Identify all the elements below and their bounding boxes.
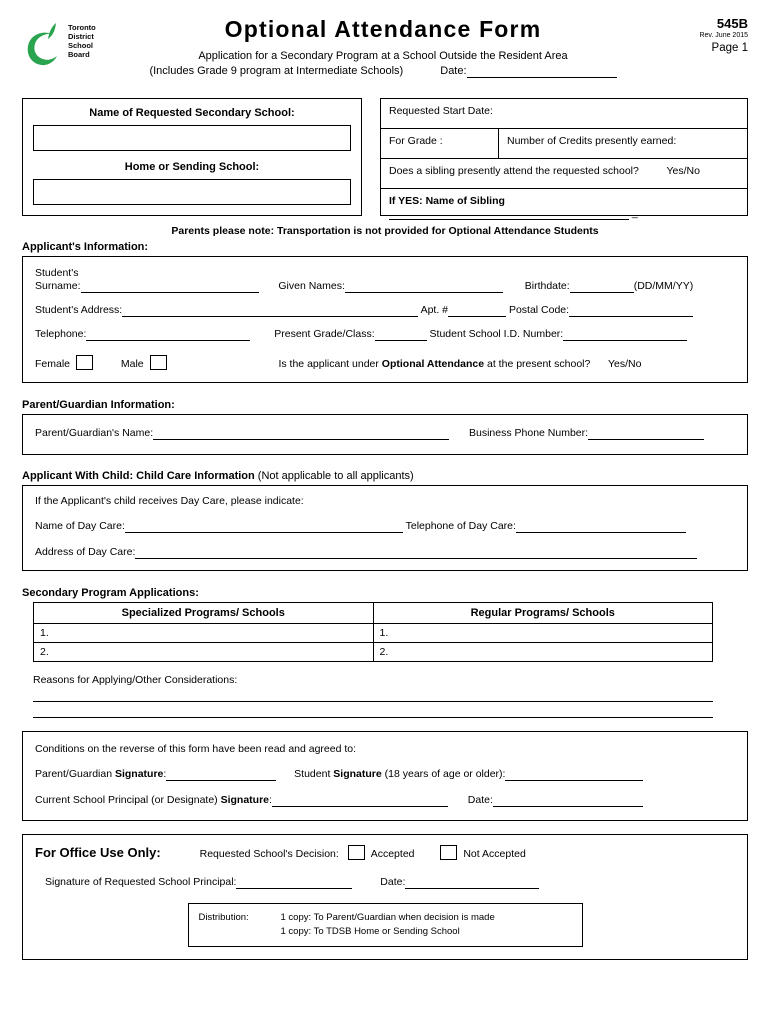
header-date-label: Date: xyxy=(440,65,467,77)
conditions-date-label: Date: xyxy=(467,794,493,806)
office-decision-row xyxy=(35,845,735,860)
distribution-line-2: 1 copy: To TDSB Home or Sending School xyxy=(280,926,460,937)
logo-line-1: Toronto xyxy=(68,23,96,32)
page-title: Optional Attendance Form xyxy=(224,16,542,42)
sibling-name-input[interactable] xyxy=(389,207,629,220)
birthdate-format-hint: (DD/MM/YY) xyxy=(633,280,694,292)
grade-credits-row xyxy=(381,129,747,159)
tdsb-logo-text xyxy=(68,20,96,59)
secondary-programs-section-label: Secondary Program Applications: xyxy=(22,587,199,599)
student-signature-post: (18 years of age or older): xyxy=(381,768,506,780)
female-label: Female xyxy=(35,358,71,370)
not-accepted-checkbox[interactable] xyxy=(440,845,457,860)
child-care-box xyxy=(22,485,748,571)
secondary-programs-table xyxy=(33,602,713,662)
school-names-box xyxy=(22,98,362,216)
signature-row xyxy=(35,768,735,781)
office-signature-row xyxy=(35,876,735,889)
header-center xyxy=(114,14,652,78)
child-care-intro: If the Applicant's child receives Day Care, please indicate: xyxy=(35,495,304,507)
principal-signature-pre: Current School Principal (or Designate) xyxy=(35,794,221,806)
table-header-row xyxy=(34,603,713,624)
day-care-name-label: Name of Day Care: xyxy=(35,520,125,532)
school-info-section xyxy=(22,98,748,219)
address-input[interactable] xyxy=(122,304,418,317)
address-row xyxy=(35,304,735,317)
optional-attendance-question-pre: Is the applicant under xyxy=(278,358,382,370)
student-id-label: Student School I.D. Number: xyxy=(429,328,564,340)
sibling-yesno-option[interactable]: Yes/No xyxy=(666,165,700,177)
form-revision: Rev. June 2015 xyxy=(699,32,748,39)
not-accepted-label: Not Accepted xyxy=(463,848,526,860)
birthdate-label: Birthdate: xyxy=(524,280,570,292)
form-header xyxy=(22,14,748,92)
home-school-label: Home or Sending School: xyxy=(124,161,260,173)
start-date-grade-box xyxy=(380,98,748,219)
male-label: Male xyxy=(120,358,144,370)
reasons-line-2[interactable] xyxy=(33,717,713,718)
conditions-box xyxy=(22,731,748,821)
day-care-address-label: Address of Day Care: xyxy=(35,546,136,558)
day-care-telephone-input[interactable] xyxy=(516,520,686,533)
birthdate-input[interactable] xyxy=(570,280,634,293)
reasons-line-1[interactable] xyxy=(33,701,713,702)
principal-signature-post: : xyxy=(269,794,272,806)
student-id-input[interactable] xyxy=(563,328,687,341)
reasons-block xyxy=(33,674,748,718)
apt-input[interactable] xyxy=(448,304,506,317)
postal-code-input[interactable] xyxy=(569,304,693,317)
form-subtitle: Application for a Secondary Program at a School Outside the Resident Area xyxy=(198,50,568,62)
specialized-entry-1[interactable]: 1. xyxy=(34,624,374,643)
transportation-note: Parents please note: Transportation is not provided for Optional Attendance Students xyxy=(171,225,599,237)
parent-guardian-name-input[interactable] xyxy=(153,427,449,440)
applicant-info-box xyxy=(22,256,748,383)
column-header-regular: Regular Programs/ Schools xyxy=(373,603,713,624)
given-names-input[interactable] xyxy=(345,280,503,293)
form-code: 545B xyxy=(716,16,748,31)
regular-entry-2[interactable]: 2. xyxy=(373,643,713,662)
credits-cell[interactable] xyxy=(499,129,684,158)
optional-attendance-yesno[interactable]: Yes/No xyxy=(608,358,642,370)
distribution-label: Distribution: xyxy=(198,912,249,923)
reasons-label: Reasons for Applying/Other Considerations: xyxy=(33,674,238,686)
sibling-question-row xyxy=(381,159,747,189)
child-care-section-label xyxy=(22,470,748,482)
male-checkbox[interactable] xyxy=(150,355,167,370)
office-date-label: Date: xyxy=(380,876,406,888)
distribution-row-1 xyxy=(199,911,572,925)
postal-code-label: Postal Code: xyxy=(508,304,570,316)
logo-line-2: District xyxy=(68,32,94,41)
business-phone-label: Business Phone Number: xyxy=(469,427,589,439)
header-date-field xyxy=(440,65,616,78)
if-yes-trailing: _ xyxy=(631,207,638,219)
students-label: Student's xyxy=(35,267,79,279)
decision-label: Requested School's Decision: xyxy=(199,848,339,860)
form-subtitle-2-text: (Includes Grade 9 program at Intermediate Schools) xyxy=(149,65,404,77)
office-signature-input[interactable] xyxy=(236,876,352,889)
principal-signature-input[interactable] xyxy=(272,794,448,807)
telephone-row xyxy=(35,328,735,341)
credits-label: Number of Credits presently earned: xyxy=(507,135,677,147)
parent-guardian-section-label: Parent/Guardian Information: xyxy=(22,399,175,411)
requested-start-date-row[interactable] xyxy=(381,99,747,129)
sibling-name-row xyxy=(381,189,747,226)
office-use-title: For Office Use Only: xyxy=(35,845,161,860)
day-care-address-row xyxy=(35,546,735,559)
header-right xyxy=(652,14,748,54)
telephone-label: Telephone: xyxy=(35,328,87,340)
telephone-input[interactable] xyxy=(86,328,250,341)
parent-signature-emphasis: Signature xyxy=(114,768,164,780)
tdsb-logo xyxy=(22,14,114,68)
present-grade-label: Present Grade/Class: xyxy=(274,328,375,340)
surname-input[interactable] xyxy=(81,280,259,293)
apt-label: Apt. # xyxy=(420,304,449,316)
requested-school-input[interactable] xyxy=(33,125,351,151)
header-date-input[interactable] xyxy=(467,65,617,78)
day-care-name-row xyxy=(35,520,735,533)
office-signature-label: Signature of Requested School Principal: xyxy=(45,876,237,888)
parent-signature-pre: Parent/Guardian xyxy=(35,768,115,780)
student-signature-emphasis: Signature xyxy=(333,768,382,780)
for-grade-cell[interactable] xyxy=(381,129,499,158)
given-names-label: Given Names: xyxy=(278,280,345,292)
logo-line-4: Board xyxy=(68,50,90,59)
surname-label: Surname: xyxy=(35,280,81,292)
principal-signature-row xyxy=(35,794,735,807)
accepted-label: Accepted xyxy=(370,848,415,860)
home-school-input[interactable] xyxy=(33,179,351,205)
office-date-input[interactable] xyxy=(405,876,539,889)
logo-line-3: School xyxy=(68,41,94,50)
name-row xyxy=(35,280,735,293)
table-row xyxy=(34,643,713,662)
optional-attendance-question-post: at the present school? xyxy=(484,358,591,370)
form-subtitle-2 xyxy=(114,65,652,78)
parent-guardian-box xyxy=(22,414,748,455)
specialized-entry-2[interactable]: 2. xyxy=(34,643,374,662)
sibling-question-label: Does a sibling presently attend the requested school? xyxy=(389,165,639,177)
day-care-name-input[interactable] xyxy=(125,520,403,533)
business-phone-input[interactable] xyxy=(588,427,704,440)
gender-and-optional-row xyxy=(35,355,735,370)
column-header-specialized: Specialized Programs/ Schools xyxy=(34,603,374,624)
principal-signature-emphasis: Signature xyxy=(220,794,270,806)
for-grade-label: For Grade : xyxy=(389,135,443,147)
child-care-label-rest: (Not applicable to all applicants) xyxy=(254,470,414,482)
day-care-telephone-label: Telephone of Day Care: xyxy=(405,520,516,532)
distribution-box xyxy=(188,903,583,947)
regular-entry-1[interactable]: 1. xyxy=(373,624,713,643)
conditions-intro: Conditions on the reverse of this form have been read and agreed to: xyxy=(35,743,357,755)
office-use-box xyxy=(22,834,748,960)
conditions-date-input[interactable] xyxy=(493,794,643,807)
requested-school-label: Name of Requested Secondary School: xyxy=(89,107,295,119)
day-care-address-input[interactable] xyxy=(135,546,697,559)
female-checkbox[interactable] xyxy=(76,355,93,370)
page-number: Page 1 xyxy=(711,42,748,54)
parent-guardian-name-label: Parent/Guardian's Name: xyxy=(35,427,154,439)
optional-attendance-emphasis: Optional Attendance xyxy=(381,358,485,370)
accepted-checkbox[interactable] xyxy=(348,845,365,860)
distribution-line-1: 1 copy: To Parent/Guardian when decision is made xyxy=(280,912,495,923)
requested-start-date-label: Requested Start Date: xyxy=(389,105,493,117)
applicant-section-label: Applicant's Information: xyxy=(22,241,149,253)
child-care-label-bold: Applicant With Child: Child Care Information xyxy=(22,470,255,482)
if-yes-label: If YES: Name of Sibling xyxy=(389,195,505,207)
present-grade-input[interactable] xyxy=(375,328,427,341)
tdsb-logo-icon xyxy=(22,20,66,68)
student-signature-pre: Student xyxy=(294,768,334,780)
student-signature-input[interactable] xyxy=(505,768,643,781)
parent-signature-post: : xyxy=(163,768,167,780)
distribution-row-2 xyxy=(199,925,572,939)
address-label: Student's Address: xyxy=(35,304,123,316)
parent-signature-input[interactable] xyxy=(166,768,276,781)
table-row xyxy=(34,624,713,643)
